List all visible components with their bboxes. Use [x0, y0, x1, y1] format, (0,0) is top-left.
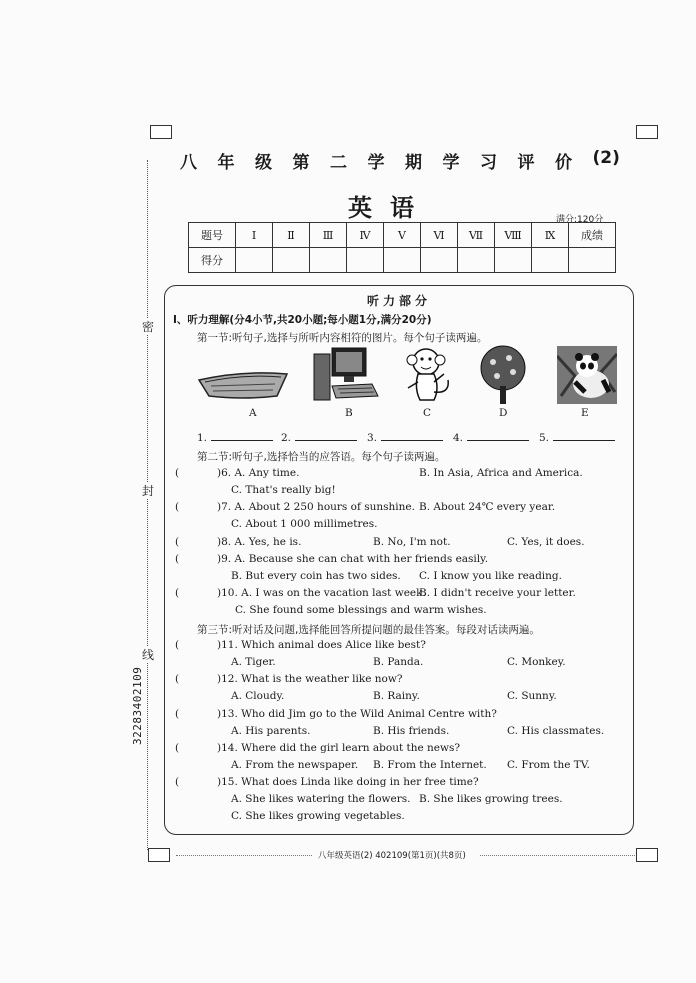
answer-paren[interactable]: ( — [175, 553, 180, 565]
answer-paren[interactable]: ( — [175, 776, 180, 788]
section3-instructions: 第三节:听对话及问题,选择能回答所提问题的最佳答案。每段对话读两遍。 — [197, 624, 540, 636]
picture-label-d: D — [499, 407, 508, 419]
page-footer: 八年级英语(2) 402109(第1页)(共8页) — [318, 851, 466, 861]
q13-option-c: C. His classmates. — [507, 725, 605, 737]
binding-char-xian: 线 — [142, 648, 155, 662]
q12-question: )12. What is the weather like now? — [217, 673, 403, 685]
score-entry-cell[interactable] — [384, 248, 421, 273]
score-table-header-row — [189, 223, 616, 248]
blank-number: 1. — [197, 432, 208, 444]
title-char: 学 — [367, 153, 385, 173]
q12-option-c: C. Sunny. — [507, 690, 557, 702]
score-cell: 成绩 — [569, 223, 616, 248]
part-title: Ⅰ、听力理解(分4小节,共20小题;每小题1分,满分20分) — [173, 314, 432, 326]
title-char: 评 — [517, 153, 535, 173]
blank-line — [295, 440, 357, 441]
q8-option-c: C. Yes, it does. — [507, 536, 585, 548]
score-entry-cell[interactable] — [569, 248, 616, 273]
score-entry-cell[interactable] — [273, 248, 310, 273]
score-cell: 得分 — [189, 248, 236, 273]
registration-mark — [636, 848, 658, 862]
q12-option-a: A. Cloudy. — [231, 690, 285, 702]
q9-option-c: C. I know you like reading. — [419, 570, 562, 582]
score-cell: Ⅸ — [532, 223, 569, 248]
score-cell: Ⅴ — [384, 223, 421, 248]
barcode-number: 3228340210​9 — [131, 666, 144, 745]
monkey-icon — [400, 344, 458, 406]
listening-section — [164, 285, 634, 835]
title-char: 二 — [330, 153, 347, 173]
q6-option-c: C. That's really big! — [231, 484, 336, 496]
score-table-score-row — [189, 248, 616, 273]
section-title: 听力部分 — [366, 294, 431, 308]
tree-icon — [473, 344, 533, 406]
answer-paren[interactable]: ( — [175, 501, 180, 513]
picture-label-c: C — [423, 407, 432, 419]
answer-blank-4[interactable] — [453, 432, 529, 444]
score-cell: Ⅲ — [310, 223, 347, 248]
q11-option-c: C. Monkey. — [507, 656, 566, 668]
answer-blank-1[interactable] — [197, 432, 273, 444]
q7-option-a: )7. A. About 2 250 hours of sunshine. — [217, 501, 415, 513]
title-char: 习 — [480, 153, 497, 173]
blank-number: 3. — [367, 432, 378, 444]
score-table — [188, 222, 616, 273]
q13-option-b: B. His friends. — [373, 725, 450, 737]
q14-option-c: C. From the TV. — [507, 759, 590, 771]
title-char: 价 — [555, 153, 572, 173]
score-entry-cell[interactable] — [236, 248, 273, 273]
registration-mark — [150, 125, 172, 139]
binding-char-mi: 密 — [142, 320, 155, 334]
answer-blank-3[interactable] — [367, 432, 443, 444]
blank-line — [553, 440, 615, 441]
score-cell: Ⅱ — [273, 223, 310, 248]
picture-label-a: A — [249, 407, 257, 419]
title-char: 学 — [442, 153, 460, 173]
q6-option-b: B. In Asia, Africa and America. — [419, 467, 583, 479]
answer-paren[interactable]: ( — [175, 708, 180, 720]
q10-option-c: C. She found some blessings and warm wishes. — [235, 604, 487, 616]
q15-option-c: C. She likes growing vegetables. — [231, 810, 405, 822]
registration-mark — [636, 125, 658, 139]
answer-blank-5[interactable] — [539, 432, 615, 444]
picture-label-e: E — [581, 407, 589, 419]
binding-char-feng: 封 — [142, 484, 155, 498]
picture-label-b: B — [345, 407, 353, 419]
section1-instructions: 第一节:听句子,选择与所听内容相符的图片。每个句子读两遍。 — [197, 332, 488, 344]
q11-option-b: B. Panda. — [373, 656, 424, 668]
subject-title: 英语 — [348, 194, 432, 222]
q9-option-b: B. But every coin has two sides. — [231, 570, 401, 582]
q11-option-a: A. Tiger. — [231, 656, 276, 668]
blank-line — [211, 440, 273, 441]
footer-divider — [480, 855, 635, 856]
q14-option-a: A. From the newspaper. — [231, 759, 359, 771]
registration-mark — [148, 848, 170, 862]
q7-option-b: B. About 24℃ every year. — [419, 501, 556, 513]
score-entry-cell[interactable] — [532, 248, 569, 273]
title-char: (2) — [592, 148, 620, 168]
title-char: 级 — [255, 153, 272, 173]
score-entry-cell[interactable] — [421, 248, 458, 273]
score-cell: Ⅰ — [236, 223, 273, 248]
q12-option-b: B. Rainy. — [373, 690, 420, 702]
score-cell: Ⅶ — [458, 223, 495, 248]
q8-option-b: B. No, I'm not. — [373, 536, 451, 548]
q13-option-a: A. His parents. — [231, 725, 311, 737]
title-char: 期 — [405, 153, 422, 173]
blank-number: 4. — [453, 432, 464, 444]
score-cell: Ⅳ — [347, 223, 384, 248]
score-cell: Ⅵ — [421, 223, 458, 248]
full-mark: 满分:120分 — [556, 215, 604, 225]
q15-question: )15. What does Linda like doing in her free time? — [217, 776, 479, 788]
blank-number: 2. — [281, 432, 292, 444]
q10-option-a: )10. A. I was on the vacation last week. — [217, 587, 426, 599]
score-cell: 题号 — [189, 223, 236, 248]
answer-paren[interactable]: ( — [175, 673, 180, 685]
panda-icon — [557, 346, 617, 404]
score-entry-cell[interactable] — [347, 248, 384, 273]
q15-option-b: B. She likes growing trees. — [419, 793, 563, 805]
q7-option-c: C. About 1 000 millimetres. — [231, 518, 378, 530]
section2-instructions: 第二节:听句子,选择恰当的应答语。每个句子读两遍。 — [197, 451, 446, 463]
score-cell: Ⅷ — [495, 223, 532, 248]
q11-question: )11. Which animal does Alice like best? — [217, 639, 426, 651]
answer-paren[interactable]: ( — [175, 467, 180, 479]
answer-paren[interactable]: ( — [175, 587, 180, 599]
blank-line — [381, 440, 443, 441]
blank-line — [467, 440, 529, 441]
q15-option-a: A. She likes watering the flowers. — [231, 793, 411, 805]
score-entry-cell[interactable] — [310, 248, 347, 273]
answer-blank-2[interactable] — [281, 432, 357, 444]
q9-option-a: )9. A. Because she can chat with her friends easily. — [217, 553, 489, 565]
footer-divider — [176, 855, 312, 856]
answer-paren[interactable]: ( — [175, 639, 180, 651]
exam-title — [180, 148, 620, 173]
score-entry-cell[interactable] — [495, 248, 532, 273]
q14-question: )14. Where did the girl learn about the news? — [217, 742, 461, 754]
title-char: 年 — [217, 153, 235, 173]
boat-icon — [197, 362, 289, 402]
q10-option-b: B. I didn't receive your letter. — [419, 587, 576, 599]
computer-icon — [310, 344, 382, 406]
q13-question: )13. Who did Jim go to the Wild Animal Centre with? — [217, 708, 497, 720]
q6-option-a: )6. A. Any time. — [217, 467, 300, 479]
score-entry-cell[interactable] — [458, 248, 495, 273]
answer-paren[interactable]: ( — [175, 742, 180, 754]
blank-number: 5. — [539, 432, 550, 444]
q8-option-a: )8. A. Yes, he is. — [217, 536, 302, 548]
answer-paren[interactable]: ( — [175, 536, 180, 548]
q14-option-b: B. From the Internet. — [373, 759, 487, 771]
title-char: 第 — [292, 153, 310, 173]
title-char: 八 — [180, 153, 197, 173]
binding-line — [147, 160, 148, 850]
